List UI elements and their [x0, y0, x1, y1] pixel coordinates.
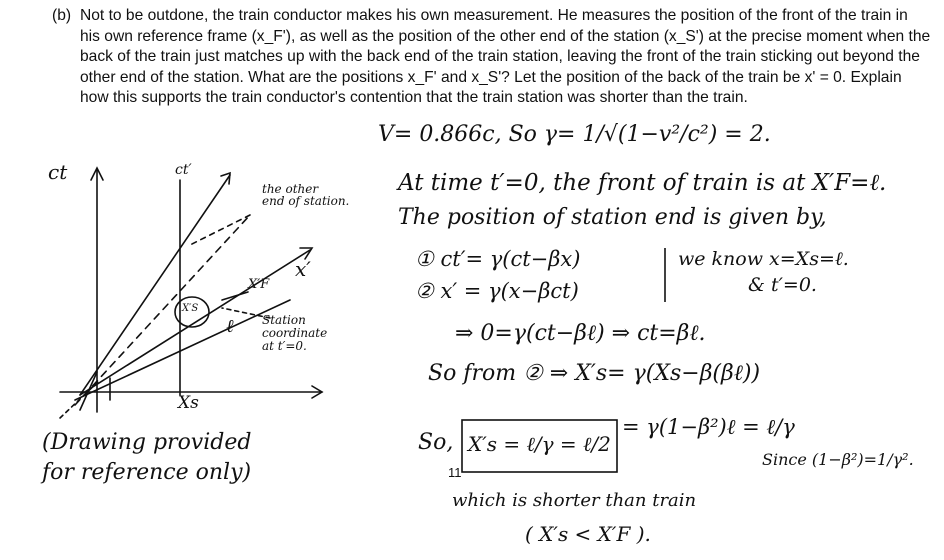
substitution-line: So from ② ⇒ X′s= γ(Xs−β(βℓ)): [428, 361, 761, 386]
result-line: = γ(1−β²)ℓ = ℓ/γ: [622, 415, 795, 439]
ct-label: ct: [48, 160, 68, 184]
problem-label: (b): [52, 7, 72, 24]
velocity-line: V= 0.866c, So γ= 1/√(1−v²/c²) = 2.: [378, 122, 771, 147]
circle-label: X′S: [182, 303, 199, 314]
xf-pointer: [222, 292, 248, 300]
xs-label: Xs: [178, 393, 199, 413]
l-label: ℓ: [226, 316, 234, 337]
boxed-answer: X′s = ℓ/γ = ℓ/2: [468, 432, 611, 456]
known-values-1: we know x=Xs=ℓ.: [678, 248, 849, 270]
known-values-2: & t′=0.: [748, 274, 817, 296]
since-line: Since (1−β²)=1/γ².: [762, 450, 914, 469]
light-cone: [75, 215, 250, 405]
conclusion-line-2: ( X′s < X′F ).: [525, 522, 651, 546]
implication-line: ⇒ 0=γ(ct−βℓ) ⇒ ct=βℓ.: [455, 321, 706, 346]
solution-line-1: At time t′=0, the front of train is at X′F=ℓ.: [398, 170, 887, 196]
xf-label: X′F: [248, 277, 270, 292]
equation-1: ① ct′= γ(ct−βx): [415, 247, 581, 271]
other-end-label: the other end of station.: [262, 182, 350, 208]
equation-2: ② x′ = γ(x−βct): [415, 279, 579, 303]
reference-note: (Drawing provided for reference only): [42, 430, 252, 485]
page-number: 11: [448, 465, 462, 480]
conclusion-line-1: which is shorter than train: [452, 490, 697, 511]
solution-line-2: The position of station end is given by,: [398, 205, 827, 230]
problem-text: Not to be outdone, the train conductor makes his own measurement. He measures the position of the front of the train in his own reference frame (x_F'), as well as the position of the other end of the station (x_S') at the precise moment when the back of the train just matches up with the back end of the train station, leaving the front of the train sticking out beyond the other end of the station. What are the positions x_F' and x_S'? Let the position of the back of the train be x' = 0. Explain how this supports the train conductor's contention that the train station was shorter than the train.: [80, 7, 931, 106]
station-coordinate-label: Station coordinate at t′=0.: [262, 313, 328, 353]
ctprime-label: ct′: [175, 162, 192, 178]
xprime-label: x′: [295, 257, 311, 281]
so-word: So,: [418, 430, 454, 455]
